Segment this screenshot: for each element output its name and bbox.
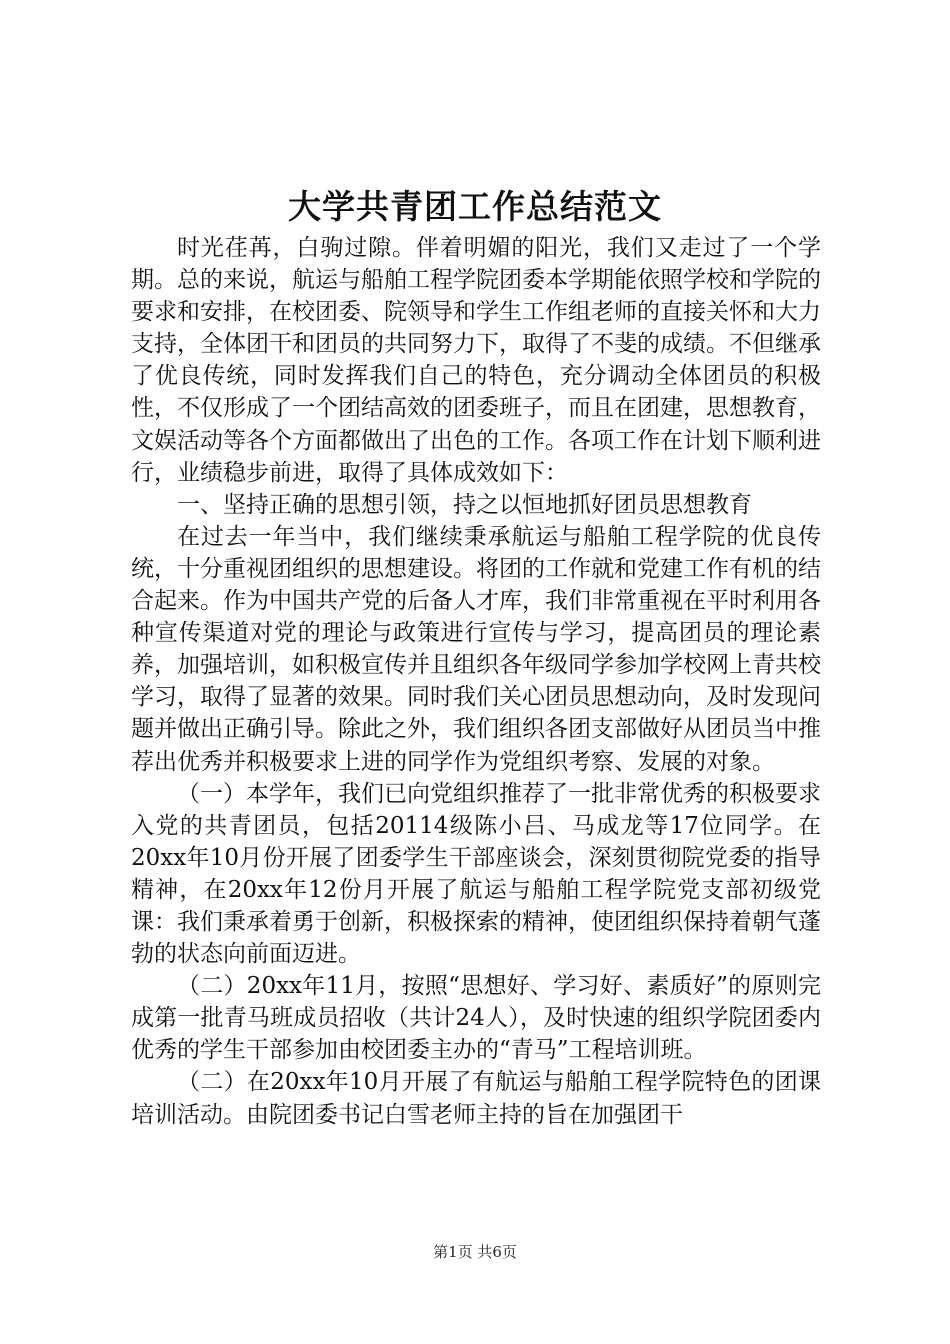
page-number-footer: 第1页 共6页 xyxy=(433,1243,517,1261)
paragraph-section-1: 在过去一年当中，我们继续秉承航运与船舶工程学院的优良传统，十分重视团组织的思想建设。将团的工作就和党建工作有机的结合起来。作为中国共产党的后备人才库，我们非常重视在平时利用各种宣传渠道对党的理论与政策进行宣传与学习，提高团员的理论素养，加强培训，如积极宣传并且组织各年级同学参加学校网上青共校学习，取得了显著的效果。同时我们关心团员思想动向，及时发现问题并做出正确引导。除此之外，我们组织各团支部做好从团员当中推荐出优秀并积极要求上进的同学作为党组织考察、发展的对象。 xyxy=(131,523,821,775)
document-body xyxy=(131,232,821,1131)
paragraph-intro: 时光荏苒，白驹过隙。伴着明媚的阳光，我们又走过了一个学期。总的来说，航运与船舶工程学院团委本学期能依照学校和学院的要求和安排，在校团委、院领导和学生工作组老师的直接关怀和大力支持，全体团干和团员的共同努力下，取得了不斐的成绩。不但继承了优良传统，同时发挥我们自己的特色，充分调动全体团员的积极性，不仅形成了一个团结高效的团委班子，而且在团建，思想教育，文娱活动等各个方面都做出了出色的工作。各项工作在计划下顺利进行，业绩稳步前进，取得了具体成效如下： xyxy=(131,235,821,486)
document-title: 大学共青团工作总结范文 xyxy=(288,187,662,226)
paragraph-item-3: （二）在20xx年10月开展了有航运与船舶工程学院特色的团课培训活动。由院团委书记白雪老师主持的旨在加强团干 xyxy=(131,1069,821,1128)
paragraph-item-2: （二）20xx年11月，按照“思想好、学习好、素质好”的原则完成第一批青马班成员招收（共计24人），及时快速的组织学院团委内优秀的学生干部参加由校团委主办的“青马”工程培训班。 xyxy=(131,973,821,1064)
section-heading-1: 一、坚持正确的思想引领，持之以恒地抓好团员思想教育 xyxy=(177,491,752,518)
paragraph-item-1: （一）本学年，我们已向党组织推荐了一批非常优秀的积极要求入党的共青团员，包括20114级陈小吕、马成龙等17位同学。在20xx年10月份开展了团委学生干部座谈会，深刻贯彻院党委的指导精神，在20xx年12份月开展了航运与船舶工程学院党支部初级党课：我们秉承着勇于创新，积极探索的精神，使团组织保持着朝气蓬勃的状态向前面迈进。 xyxy=(131,780,821,968)
